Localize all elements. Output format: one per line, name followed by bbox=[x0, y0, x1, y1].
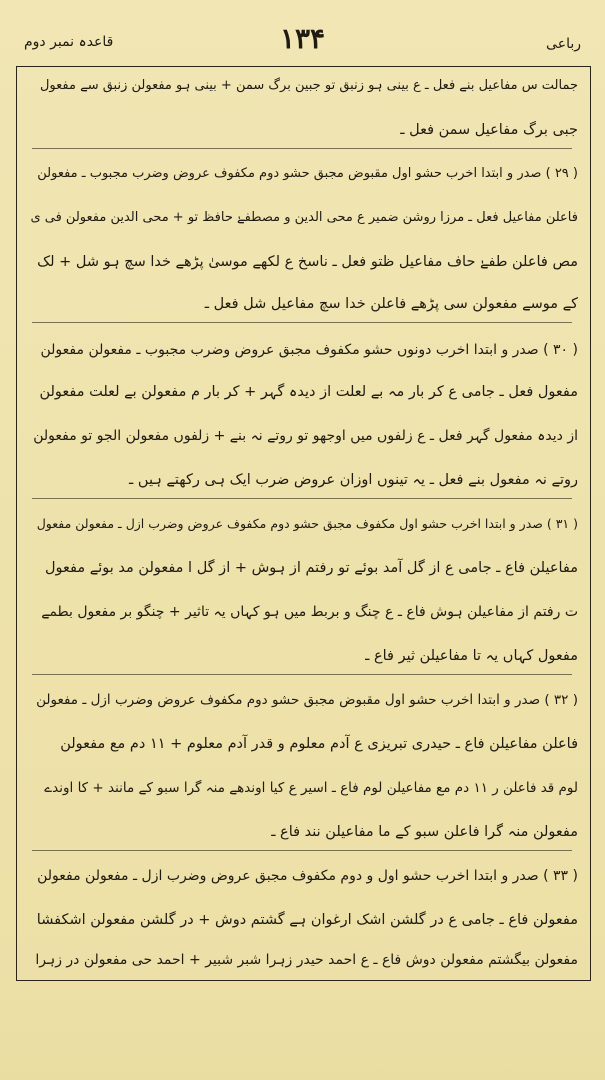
section-divider bbox=[32, 148, 572, 149]
section-divider bbox=[32, 850, 572, 851]
text-line: مفعولن بیگشتم مفعولن دوش فاع ـ ع احمد حیدر زہرا شبر شبیر + احمد حی مفعولن در زہرا bbox=[35, 952, 578, 968]
text-line: فاعلن مفاعیلن فاع ـ حیدری تبریزی ع آدم معلوم و قدر آدم معلوم + ۱۱ دم مع مفعولن bbox=[60, 736, 578, 752]
text-line: روتے نہ مفعول بنے فعل ـ یہ تینوں اوزان عروض ضرب ایک ہی رکھتے ہیں ـ bbox=[129, 472, 578, 488]
text-line: ( ۳۱ ) صدر و ابتدا اخرب حشو اول مکفوف مجبق حشو دوم مکفوف عروض وضرب ازل ـ مفعولن مفعول bbox=[36, 516, 578, 531]
text-line: مص فاعلن طفےٰ حاف مفاعیل ظتو فعل ـ ناسخ ع لکھے موسیٰ پڑھے خدا سچ ہو شل + لک bbox=[37, 254, 578, 270]
text-line: ( ۳۰ ) صدر و ابتدا اخرب دونوں حشو مکفوف مجبق عروض وضرب مجبوب ـ مفعولن مفعولن bbox=[40, 342, 578, 358]
text-line: مفعولن فاع ـ جامی ع در گلشن اشک ارغوان ہے گشتم دوش + در گلشن مفعولن اشکفشا bbox=[36, 912, 578, 928]
section-divider bbox=[32, 498, 572, 499]
text-line: ( ۳۳ ) صدر و ابتدا اخرب حشو اول و دوم مکفوف مجبق عروض وضرب ازل ـ مفعولن مفعولن bbox=[37, 868, 578, 884]
text-line: ( ۲۹ ) صدر و ابتدا اخرب حشو اول مقبوض مجبق حشو دوم مکفوف عروض وضرب مجبوب ـ مفعولن bbox=[37, 166, 578, 181]
text-line: جبی برگ مفاعیل سمن فعل ـ bbox=[400, 122, 578, 138]
text-line: مفعول فعل ـ جامی ع کر بار مہ بے لعلت از دیدہ گہر + کر بار م مفعولن بے لعلت مفعولن bbox=[39, 384, 578, 400]
text-line: جمالت س مفاعیل بنے فعل ـ ع بینی ہو زنبق تو جبین برگ سمن + بینی ہو مفعولن زنبق سے مفعول bbox=[39, 78, 578, 93]
section-divider bbox=[32, 674, 572, 675]
text-line: ( ۳۲ ) صدر و ابتدا اخرب حشو اول مقبوض مجبق حشو دوم مکفوف عروض وضرب ازل ـ مفعولن bbox=[36, 692, 578, 708]
section-divider bbox=[32, 322, 572, 323]
section-title: رباعی bbox=[546, 36, 581, 52]
text-line: فاعلن مفاعیل فعل ـ مرزا روشن ضمیر ع محی الدین و مصطفےٰ حافظ تو + محی الدین مفعولن فی ی bbox=[30, 210, 578, 225]
text-line: مفاعیلن فاع ـ جامی ع از گل آمد بوئے تو رفتم از ہوش + از گل ا مفعولن مد بوئے مفعول bbox=[45, 560, 578, 576]
text-line: ت رفتم از مفاعیلن ہوش فاع ـ ع چنگ و بربط میں ہو کہاں یہ تاثیر + چنگو بر مفعول بطمے bbox=[41, 604, 578, 620]
page-bottom-margin bbox=[0, 981, 605, 1080]
text-line: مفعول کہاں یہ تا مفاعیلن ثیر فاع ـ bbox=[365, 648, 578, 664]
page-header bbox=[24, 14, 581, 64]
text-line: کے موسے مفعولن سی پڑھے فاعلن خدا سچ مفاعیل شل فعل ـ bbox=[204, 296, 578, 312]
text-line: از دیدہ مفعول گہر فعل ـ ع زلفوں میں اوجھو تو روتے نہ بنے + زلفوں مفعولن الجو تو مفعولن bbox=[33, 428, 578, 444]
chapter-title: قاعدہ نمبر دوم bbox=[24, 34, 114, 50]
page-number: ۱۳۴ bbox=[279, 22, 326, 55]
text-line: مفعولن منہ گرا فاعلن سبو کے ما مفاعیلن نند فاع ـ bbox=[271, 824, 578, 840]
page-text bbox=[26, 70, 578, 975]
text-line: لوم قد فاعلن ر ۱۱ دم مع مفاعیلن لوم فاع ـ اسیر ع کیا اوندھے منہ گرا سبو کے مانند + کا اوندے bbox=[44, 780, 578, 796]
